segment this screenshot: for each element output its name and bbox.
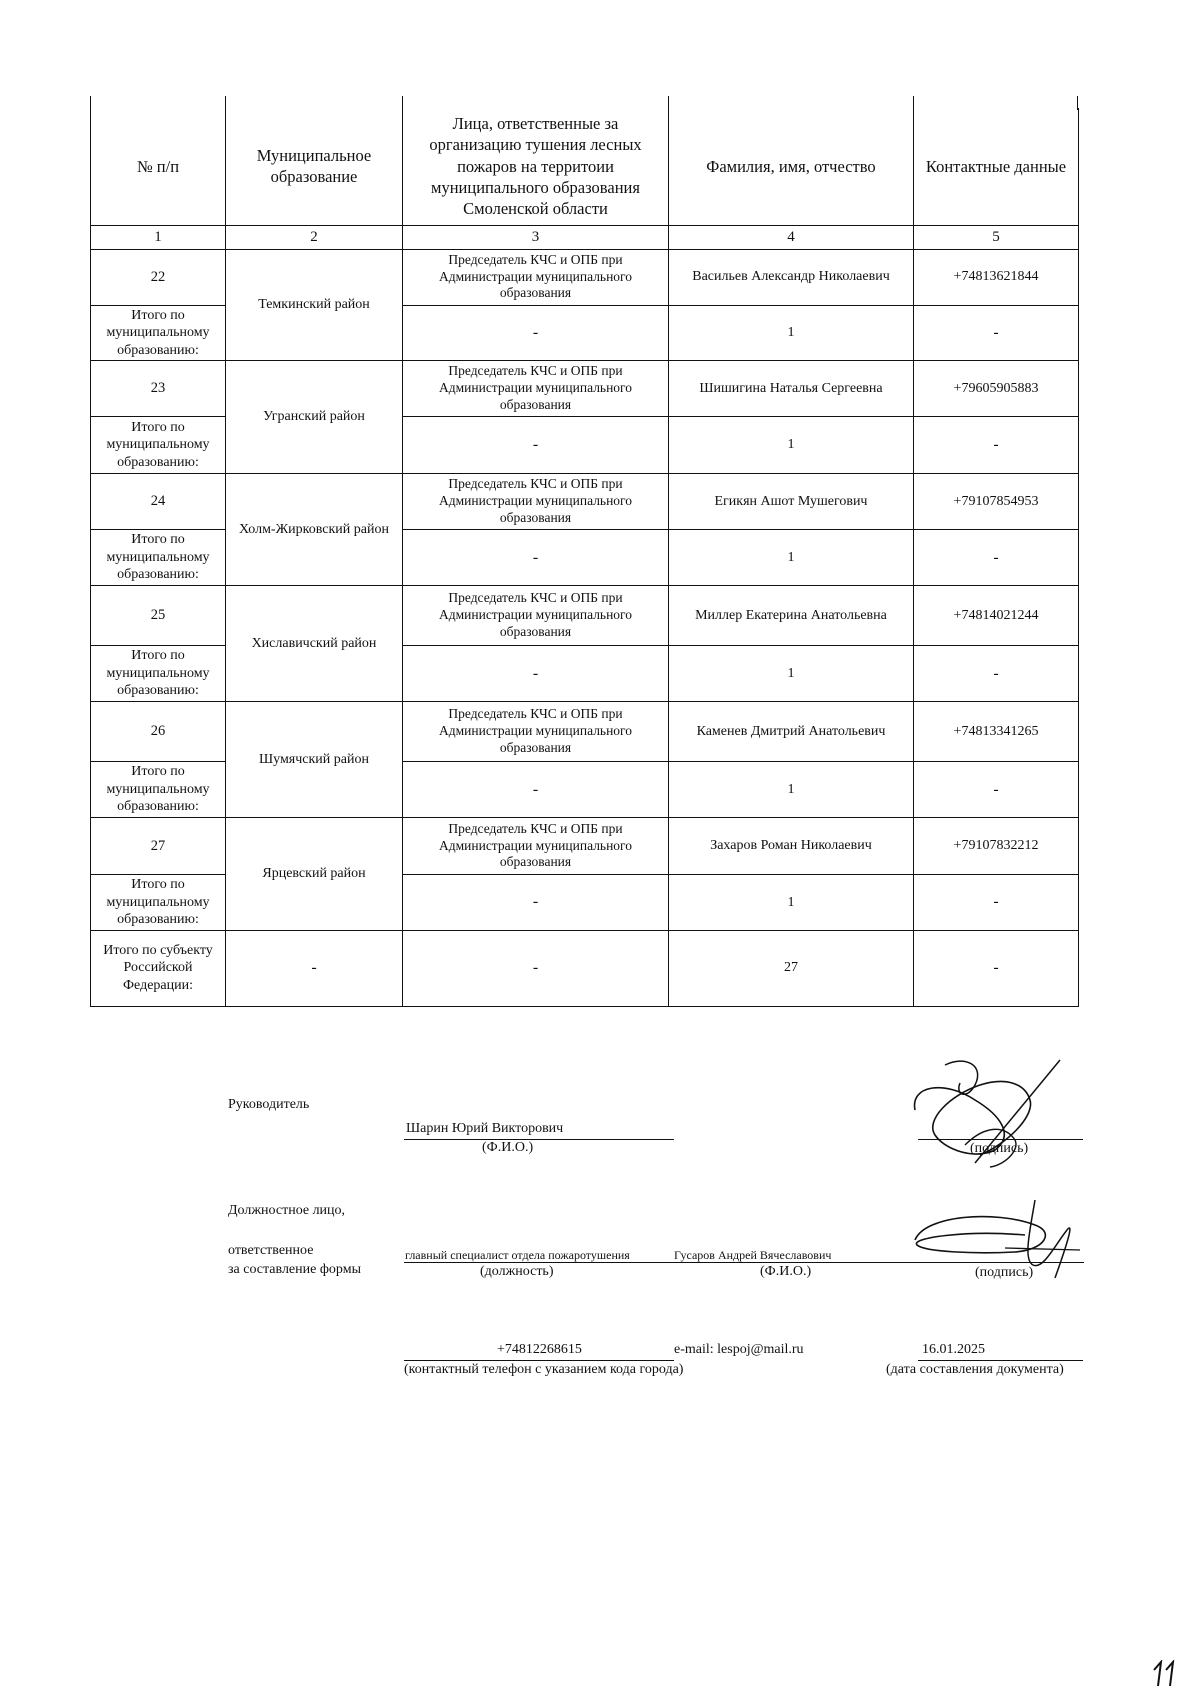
subtotal-fio: 1 bbox=[669, 875, 914, 931]
subtotal-label: Итого по муниципальному образованию: bbox=[91, 646, 226, 702]
subtotal-responsible: - bbox=[403, 530, 669, 586]
grand-total-label: Итого по субъекту Российской Федерации: bbox=[91, 930, 226, 1006]
position-caption: (должность) bbox=[480, 1264, 554, 1279]
subtotal-label: Итого по муниципальному образованию: bbox=[91, 305, 226, 361]
row-number: 24 bbox=[91, 474, 226, 530]
grand-total-municipality: - bbox=[226, 930, 403, 1006]
document-date: 16.01.2025 bbox=[922, 1342, 985, 1357]
fio-cell: Захаров Роман Николаевич bbox=[669, 818, 914, 875]
column-number: 3 bbox=[403, 225, 669, 249]
subtotal-responsible: - bbox=[403, 875, 669, 931]
head-fio-caption: (Ф.И.О.) bbox=[482, 1140, 534, 1155]
subtotal-responsible: - bbox=[403, 305, 669, 361]
subtotal-responsible: - bbox=[403, 417, 669, 474]
fio-cell: Каменев Дмитрий Анатольевич bbox=[669, 702, 914, 762]
subtotal-label: Итого по муниципальному образованию: bbox=[91, 417, 226, 474]
header-num: № п/п bbox=[91, 108, 226, 225]
row-number: 27 bbox=[91, 818, 226, 875]
responsible-cell: Председатель КЧС и ОПБ при Администрации муниципального образования bbox=[403, 474, 669, 530]
fio-cell: Егикян Ашот Мушегович bbox=[669, 474, 914, 530]
phone-cell: +74813621844 bbox=[914, 249, 1079, 305]
table-row bbox=[91, 249, 1079, 305]
official-signature bbox=[905, 1190, 1085, 1285]
head-signature bbox=[905, 1055, 1085, 1175]
subtotal-fio: 1 bbox=[669, 530, 914, 586]
table-row bbox=[91, 818, 1079, 875]
table-body bbox=[91, 249, 1079, 1006]
fio-cell: Шишигина Наталья Сергеевна bbox=[669, 361, 914, 417]
responsible-cell: Председатель КЧС и ОПБ при Администрации муниципального образования bbox=[403, 361, 669, 417]
subtotal-label: Итого по муниципальному образованию: bbox=[91, 762, 226, 818]
phone-cell: +79107854953 bbox=[914, 474, 1079, 530]
row-number: 26 bbox=[91, 702, 226, 762]
subtotal-phone: - bbox=[914, 646, 1079, 702]
responsible-cell: Председатель КЧС и ОПБ при Администрации муниципального образования bbox=[403, 818, 669, 875]
subtotal-fio: 1 bbox=[669, 305, 914, 361]
municipality-cell: Угранский район bbox=[226, 361, 403, 474]
fio-cell: Васильев Александр Николаевич bbox=[669, 249, 914, 305]
municipality-cell: Темкинский район bbox=[226, 249, 403, 361]
header-responsible: Лица, ответственные за организацию тушения лесных пожаров на территоии муниципального образования Смоленской области bbox=[403, 108, 669, 225]
document-date-underline bbox=[918, 1360, 1083, 1361]
phone-cell: +79107832212 bbox=[914, 818, 1079, 875]
head-name-underline bbox=[404, 1139, 674, 1140]
head-signature-caption: (подпись) bbox=[970, 1141, 1029, 1156]
table-header-row bbox=[91, 108, 1079, 225]
grand-total-fio: 27 bbox=[669, 930, 914, 1006]
contact-phone: +74812268615 bbox=[497, 1342, 582, 1357]
contact-phone-caption: (контактный телефон с указанием кода города) bbox=[404, 1362, 684, 1377]
official-label-2: ответственное bbox=[228, 1243, 314, 1258]
official-fio-caption: (Ф.И.О.) bbox=[760, 1264, 812, 1279]
subtotal-fio: 1 bbox=[669, 417, 914, 474]
municipality-cell: Шумячский район bbox=[226, 702, 403, 818]
phone-cell: +79605905883 bbox=[914, 361, 1079, 417]
table-row bbox=[91, 361, 1079, 417]
official-signature-caption: (подпись) bbox=[975, 1265, 1034, 1280]
header-contacts: Контактные данные bbox=[914, 108, 1079, 225]
official-name: Гусаров Андрей Вячеславович bbox=[674, 1248, 832, 1262]
municipality-cell: Ярцевский район bbox=[226, 818, 403, 931]
phone-cell: +74814021244 bbox=[914, 586, 1079, 646]
head-label: Руководитель bbox=[228, 1097, 310, 1112]
contact-email: e-mail: lespoj@mail.ru bbox=[674, 1342, 804, 1357]
grand-total-responsible: - bbox=[403, 930, 669, 1006]
column-number: 1 bbox=[91, 225, 226, 249]
table-row bbox=[91, 474, 1079, 530]
column-number: 4 bbox=[669, 225, 914, 249]
column-number: 5 bbox=[914, 225, 1079, 249]
subtotal-phone: - bbox=[914, 762, 1079, 818]
table-row bbox=[91, 586, 1079, 646]
subtotal-responsible: - bbox=[403, 646, 669, 702]
row-number: 22 bbox=[91, 249, 226, 305]
subtotal-label: Итого по муниципальному образованию: bbox=[91, 530, 226, 586]
subtotal-fio: 1 bbox=[669, 646, 914, 702]
fio-cell: Миллер Екатерина Анатольевна bbox=[669, 586, 914, 646]
table-row bbox=[91, 702, 1079, 762]
contact-phone-underline bbox=[404, 1360, 674, 1361]
municipality-cell: Хиславичский район bbox=[226, 586, 403, 702]
subtotal-fio: 1 bbox=[669, 762, 914, 818]
grand-total-row bbox=[91, 930, 1079, 1006]
responsible-cell: Председатель КЧС и ОПБ при Администрации муниципального образования bbox=[403, 249, 669, 305]
responsible-cell: Председатель КЧС и ОПБ при Администрации муниципального образования bbox=[403, 702, 669, 762]
header-municipality: Муниципальное образование bbox=[226, 108, 403, 225]
subtotal-responsible: - bbox=[403, 762, 669, 818]
column-numbers-row bbox=[91, 225, 1079, 249]
municipality-cell: Холм-Жирковский район bbox=[226, 474, 403, 586]
responsible-persons-table bbox=[90, 108, 1079, 1007]
column-number: 2 bbox=[226, 225, 403, 249]
subtotal-phone: - bbox=[914, 305, 1079, 361]
official-label-3: за составление формы bbox=[228, 1262, 361, 1277]
subtotal-phone: - bbox=[914, 417, 1079, 474]
subtotal-phone: - bbox=[914, 530, 1079, 586]
row-number: 23 bbox=[91, 361, 226, 417]
official-position: главный специалист отдела пожаротушения bbox=[405, 1248, 630, 1262]
page-number bbox=[1150, 1660, 1180, 1688]
subtotal-phone: - bbox=[914, 875, 1079, 931]
head-name: Шарин Юрий Викторович bbox=[406, 1121, 564, 1136]
grand-total-phone: - bbox=[914, 930, 1079, 1006]
row-number: 25 bbox=[91, 586, 226, 646]
document-date-caption: (дата составления документа) bbox=[886, 1362, 1064, 1377]
subtotal-label: Итого по муниципальному образованию: bbox=[91, 875, 226, 931]
official-label-1: Должностное лицо, bbox=[228, 1203, 346, 1218]
responsible-cell: Председатель КЧС и ОПБ при Администрации муниципального образования bbox=[403, 586, 669, 646]
phone-cell: +74813341265 bbox=[914, 702, 1079, 762]
header-fio: Фамилия, имя, отчество bbox=[669, 108, 914, 225]
